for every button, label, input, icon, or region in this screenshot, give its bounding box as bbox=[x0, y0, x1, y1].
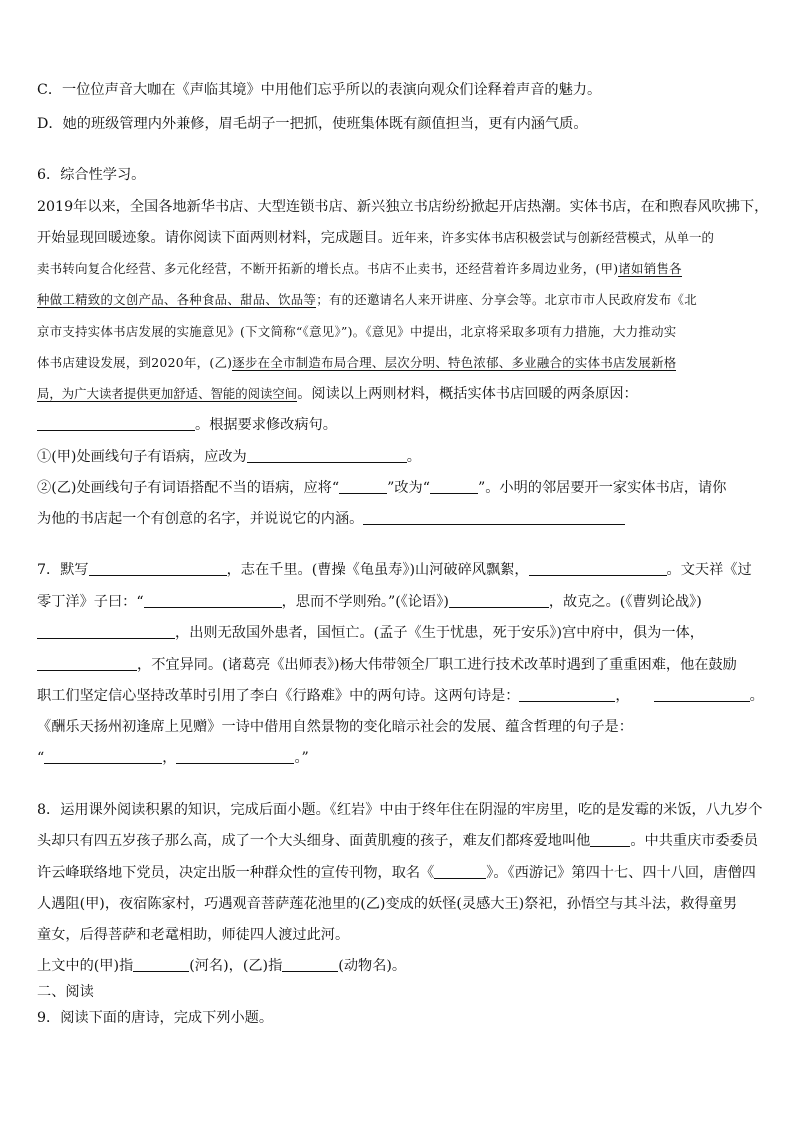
q8-line-1: 8．运用课外阅读积累的知识，完成后面小题。《红岩》中由于终年住在阴湿的牢房里，吃的是发霉的米饭，八九岁个 bbox=[37, 802, 763, 818]
q7-line-2 bbox=[37, 592, 759, 612]
q6-line-3 bbox=[37, 259, 759, 279]
q7-blank-2[interactable] bbox=[529, 561, 667, 576]
q6-line-5: 京市支持实体书店发展的实施意见》(下文简称“《意见》”)。《意见》中提出，北京将采取多项有力措施，大力推动实 bbox=[37, 324, 677, 339]
q6-line-4 bbox=[37, 290, 759, 310]
q7-line-3 bbox=[37, 623, 759, 643]
q6-sub1-text: ①(甲)处画线句子有语病，应改为 bbox=[37, 449, 247, 465]
q8-blank-animal[interactable] bbox=[282, 957, 338, 972]
q7-line-5-end: 。 bbox=[749, 688, 764, 704]
q6-underline-yi-1: 逐步在全市制造布局合理、层次分明、特色浓郁、多业融合的实体书店发展新格 bbox=[232, 355, 677, 370]
q5-option-d: D．她的班级管理内外兼修，眉毛胡子一把抓，使班集体既有颜值担当，更有内涵气质。 bbox=[37, 116, 588, 132]
q6-line-7-text: 。阅读以上两则材料，概括实体书店回暖的两条原因： bbox=[297, 386, 638, 402]
q5-option-c: C．一位位声音大咖在《声临其境》中用他们忘乎所以的表演向观众们诠释着声音的魅力。 bbox=[37, 82, 602, 98]
q6-line-10 bbox=[37, 478, 759, 498]
q7-line-5-comma: ， bbox=[615, 688, 630, 704]
q7-line-2-text-a: 零丁洋》子曰：“ bbox=[37, 594, 144, 610]
q7-line-7-open: “ bbox=[37, 750, 45, 766]
q7-line-5 bbox=[37, 686, 764, 706]
q6-line-6-text: 体书店建设发展，到2020年，(乙) bbox=[37, 355, 233, 370]
q7-line-6: 《酬乐天扬州初逢席上见赠》一诗中借用自然景物的变化暗示社会的发展、蕴含哲理的句子是： bbox=[37, 719, 633, 735]
q8-line-4: 人遇阻(甲)，夜宿陈家村，巧遇观音菩萨莲花池里的(乙)变成的妖怪(灵感大王)祭祀，孙悟空与其斗法，救得童男 bbox=[37, 896, 738, 912]
q6-line-11 bbox=[37, 509, 759, 529]
q8-line-6-text-b: (河名)，(乙)指 bbox=[189, 958, 283, 974]
q8-line-3 bbox=[37, 863, 759, 883]
q6-title: 6．综合性学习。 bbox=[37, 167, 146, 183]
q8-line-6 bbox=[37, 956, 759, 976]
q6-line-7 bbox=[37, 384, 759, 404]
q7-blank-8[interactable] bbox=[654, 687, 750, 702]
q7-blank-9[interactable] bbox=[44, 749, 162, 764]
q6-material-start: 近年来，许多实体书店积极尝试与创新经营模式，从单一的 bbox=[391, 230, 714, 245]
q8-blank-nickname[interactable] bbox=[590, 832, 630, 847]
q6-answer-blank-name[interactable] bbox=[363, 510, 625, 525]
q8-blank-publication[interactable] bbox=[434, 864, 486, 879]
q7-line-3-text: ，出则无敌国外患者，国恒亡。(孟子《生于忧患，死于安乐》)宫中府中，俱为一体， bbox=[175, 625, 704, 641]
q8-line-6-text-a: 上文中的(甲)指 bbox=[37, 958, 134, 974]
q6-line-3-text: 卖书转向复合化经营、多元化经营，不断开拓新的增长点。书店不止卖书，还经营着许多周边业务，(甲) bbox=[37, 261, 619, 276]
q6-line-1: 2019年以来，全国各地新华书店、大型连锁书店、新兴独立书店纷纷掀起开店热潮。实体书店，在和煦春风吹拂下， bbox=[37, 199, 769, 215]
q7-line-7 bbox=[37, 748, 759, 768]
q7-title: 7．默写 bbox=[37, 562, 89, 578]
q6-sub3-text: 为他的书店起一个有创意的名字，并说说它的内涵。 bbox=[37, 511, 364, 527]
q8-line-5: 童女，后得菩萨和老鼋相助，师徒四人渡过此河。 bbox=[37, 927, 350, 943]
q7-line-7-comma: ， bbox=[162, 750, 177, 766]
q7-line-5-text: 职工们坚定信心坚持改革时引用了李白《行路难》中的两句诗。这两句诗是： bbox=[37, 688, 520, 704]
q6-line-4-text: ；有的还邀请名人来开讲座、分享会等。北京市市人民政府发布《北 bbox=[316, 292, 697, 307]
q8-line-2-end: 。中共重庆市委委员 bbox=[630, 833, 759, 849]
q6-line-9 bbox=[37, 447, 759, 467]
q7-blank-5[interactable] bbox=[37, 624, 175, 639]
q6-line-2-text: 开始显现回暖迹象。请你阅读下面两则材料，完成题目。 bbox=[37, 230, 392, 246]
q8-line-3-end: 》。《西游记》第四十七、四十八回，唐僧四 bbox=[486, 865, 756, 881]
q7-line-2-text-c: ，故克之。(《曹刿论战》) bbox=[548, 594, 702, 610]
q6-line-8 bbox=[37, 415, 759, 435]
section-heading-reading: 二、阅读 bbox=[37, 984, 94, 1000]
q7-blank-3[interactable] bbox=[144, 593, 282, 608]
q6-underline-yi-2: 局，为广大读者提供更加舒适、智能的阅读空间 bbox=[37, 386, 298, 401]
q7-line-4 bbox=[37, 655, 759, 675]
q8-line-6-text-c: (动物名)。 bbox=[338, 958, 407, 974]
q8-line-2 bbox=[37, 831, 759, 851]
q8-line-3-text: 许云峰联络地下党员，决定出版一种群众性的宣传刊物，取名《 bbox=[37, 865, 435, 881]
q7-blank-6[interactable] bbox=[37, 656, 137, 671]
q7-line-2-text-b: ，思而不学则殆。”(《论语》) bbox=[281, 594, 449, 610]
q6-answer-blank-word-1[interactable] bbox=[339, 479, 387, 494]
q7-line-7-close: 。” bbox=[294, 750, 309, 766]
q6-underline-jia-1: 诸如销售各 bbox=[618, 261, 682, 276]
q6-answer-blank-reasons[interactable] bbox=[37, 416, 195, 431]
q7-blank-4[interactable] bbox=[449, 593, 549, 608]
q6-underline-jia-2: 种做工精致的文创产品、各种食品、甜品、饮品等 bbox=[37, 292, 317, 307]
q7-line-1 bbox=[37, 560, 759, 580]
q7-line-4-text: ，不宜异同。(诸葛亮《出师表》)杨大伟带领全厂职工进行技术改革时遇到了重重困难，他在鼓励 bbox=[137, 657, 737, 673]
q6-sub2-text-b: ”改为“ bbox=[387, 480, 430, 496]
q8-blank-river[interactable] bbox=[133, 957, 189, 972]
q8-line-2-text: 头却只有四五岁孩子那么高，成了一个大头细身、面黄肌瘦的孩子，难友们都疼爱地叫他 bbox=[37, 833, 591, 849]
q6-answer-blank-jia[interactable] bbox=[247, 448, 407, 463]
q7-line-1-text: ，志在千里。(曹操《龟虽寿》)山河破碎风飘絮， bbox=[226, 562, 529, 578]
q6-line-6 bbox=[37, 353, 759, 373]
q6-answer-blank-word-2[interactable] bbox=[430, 479, 478, 494]
q7-blank-1[interactable] bbox=[89, 561, 227, 576]
q6-sub1-end: 。 bbox=[406, 449, 421, 465]
q6-line-8-text: 。根据要求修改病句。 bbox=[195, 417, 337, 433]
q7-line-1-end: 。文天祥《过 bbox=[666, 562, 752, 578]
q9-title: 9．阅读下面的唐诗，完成下列小题。 bbox=[37, 1010, 274, 1026]
q7-blank-7[interactable] bbox=[519, 687, 615, 702]
q7-blank-10[interactable] bbox=[176, 749, 294, 764]
q6-sub2-text-a: ②(乙)处画线句子有词语搭配不当的语病，应将“ bbox=[37, 480, 340, 496]
q6-sub2-text-c: ”。小明的邻居要开一家实体书店，请你 bbox=[477, 480, 727, 496]
q6-line-2 bbox=[37, 228, 759, 248]
